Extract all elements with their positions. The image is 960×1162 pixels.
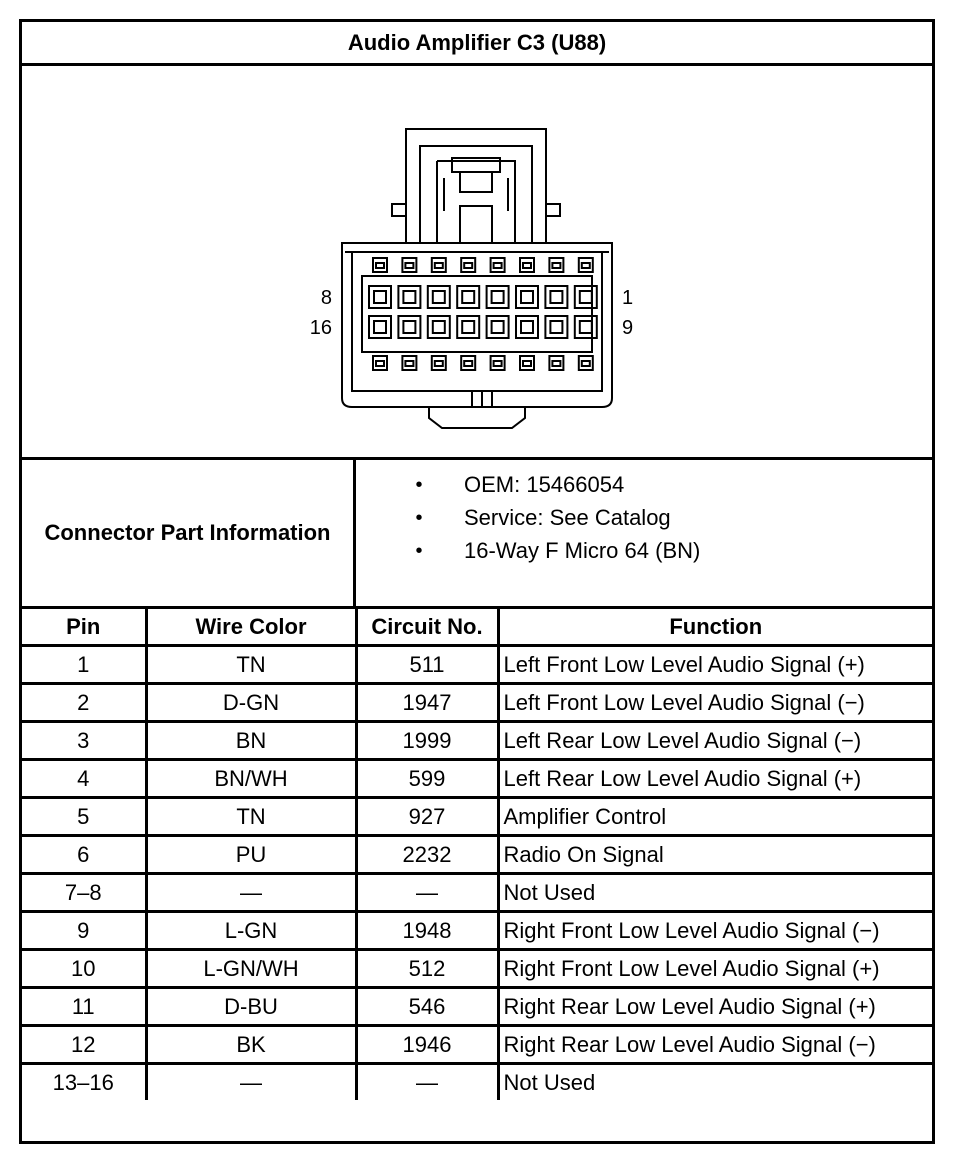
terminal-cavity-inner <box>462 291 474 303</box>
top-lock-window-inner <box>435 263 443 268</box>
terminal-cavity <box>575 286 597 308</box>
terminal-cavity-inner <box>580 291 592 303</box>
top-lock-window-inner <box>494 263 502 268</box>
terminal-cavity-inner <box>492 321 504 333</box>
terminal-cavity-inner <box>550 291 562 303</box>
pin-table <box>22 609 932 1100</box>
top-lock-window-inner <box>582 263 590 268</box>
bottom-lock-window-inner <box>464 361 472 366</box>
cell-function: Not Used <box>498 1064 932 1101</box>
cell-function: Left Front Low Level Audio Signal (+) <box>498 646 932 684</box>
table-row <box>22 646 932 684</box>
cell-wire-color: D-GN <box>146 684 356 722</box>
part-info-service: Service: See Catalog <box>464 505 671 530</box>
table-header-row <box>22 609 932 646</box>
cell-pin: 7–8 <box>22 874 146 912</box>
terminal-cavity-inner <box>374 321 386 333</box>
cell-function: Left Rear Low Level Audio Signal (−) <box>498 722 932 760</box>
terminal-cavity <box>545 316 567 338</box>
connector-drawing <box>22 66 932 460</box>
cell-pin: 1 <box>22 646 146 684</box>
cell-pin: 10 <box>22 950 146 988</box>
connector-part-info <box>22 460 932 609</box>
cell-pin: 6 <box>22 836 146 874</box>
cell-wire-color: BK <box>146 1026 356 1064</box>
cell-function: Amplifier Control <box>498 798 932 836</box>
cell-function: Left Rear Low Level Audio Signal (+) <box>498 760 932 798</box>
table-row <box>22 1026 932 1064</box>
table-row <box>22 798 932 836</box>
bottom-lock-window-inner <box>405 361 413 366</box>
bullet-icon: • <box>415 539 423 562</box>
terminal-cavity <box>369 316 391 338</box>
cell-function: Not Used <box>498 874 932 912</box>
cell-function: Radio On Signal <box>498 836 932 874</box>
top-lock-window-inner <box>552 263 560 268</box>
part-info-list <box>356 460 932 606</box>
terminal-cavity <box>369 286 391 308</box>
cell-pin: 5 <box>22 798 146 836</box>
terminal-cavity-inner <box>550 321 562 333</box>
cell-wire-color: BN <box>146 722 356 760</box>
terminal-cavity-inner <box>374 291 386 303</box>
table-row <box>22 1064 932 1101</box>
part-info-description: 16-Way F Micro 64 (BN) <box>464 538 701 563</box>
bottom-lock-window-inner <box>435 361 443 366</box>
terminal-cavity <box>487 316 509 338</box>
cell-function: Right Rear Low Level Audio Signal (+) <box>498 988 932 1026</box>
cell-pin: 4 <box>22 760 146 798</box>
part-info-label: Connector Part Information <box>22 460 356 606</box>
connector-sheet <box>19 19 935 1144</box>
terminal-cavity <box>487 286 509 308</box>
cell-pin: 11 <box>22 988 146 1026</box>
cell-wire-color: D-BU <box>146 988 356 1026</box>
terminal-cavity <box>398 316 420 338</box>
cell-circuit-no: 599 <box>356 760 498 798</box>
cell-pin: 2 <box>22 684 146 722</box>
header-circuit-no: Circuit No. <box>356 609 498 646</box>
terminal-cavity <box>575 316 597 338</box>
top-lock-window-inner <box>523 263 531 268</box>
terminal-cavity <box>398 286 420 308</box>
terminal-cavity <box>428 286 450 308</box>
cell-function: Left Front Low Level Audio Signal (−) <box>498 684 932 722</box>
cell-circuit-no: — <box>356 874 498 912</box>
terminal-cavity-inner <box>492 291 504 303</box>
terminal-cavity <box>428 316 450 338</box>
header-pin: Pin <box>22 609 146 646</box>
terminal-cavity <box>545 286 567 308</box>
pin-label-9: 9 <box>622 317 634 339</box>
terminal-cavity-inner <box>433 321 445 333</box>
cell-circuit-no: 512 <box>356 950 498 988</box>
top-lock-window-inner <box>405 263 413 268</box>
bottom-lock-window-inner <box>552 361 560 366</box>
cell-pin: 13–16 <box>22 1064 146 1101</box>
cell-circuit-no: 1999 <box>356 722 498 760</box>
cell-wire-color: PU <box>146 836 356 874</box>
table-row <box>22 912 932 950</box>
table-row <box>22 988 932 1026</box>
page-title: Audio Amplifier C3 (U88) <box>22 22 932 66</box>
top-lock-window-inner <box>464 263 472 268</box>
cell-circuit-no: 1946 <box>356 1026 498 1064</box>
cell-wire-color: L-GN <box>146 912 356 950</box>
cell-circuit-no: — <box>356 1064 498 1101</box>
bottom-lock-window-inner <box>523 361 531 366</box>
cell-wire-color: TN <box>146 646 356 684</box>
terminal-cavity-inner <box>580 321 592 333</box>
connector-face-svg <box>22 66 932 457</box>
cell-function: Right Front Low Level Audio Signal (+) <box>498 950 932 988</box>
table-row <box>22 836 932 874</box>
top-lock-window-inner <box>376 263 384 268</box>
table-row <box>22 874 932 912</box>
pin-label-16: 16 <box>309 317 332 339</box>
table-row <box>22 722 932 760</box>
terminal-cavity <box>457 286 479 308</box>
terminal-cavity-inner <box>403 321 415 333</box>
bottom-lock-window-inner <box>376 361 384 366</box>
table-row <box>22 950 932 988</box>
cell-circuit-no: 1947 <box>356 684 498 722</box>
header-function: Function <box>498 609 932 646</box>
cell-function: Right Rear Low Level Audio Signal (−) <box>498 1026 932 1064</box>
cell-function: Right Front Low Level Audio Signal (−) <box>498 912 932 950</box>
cell-wire-color: TN <box>146 798 356 836</box>
bottom-lock-window-inner <box>582 361 590 366</box>
terminal-cavity <box>516 286 538 308</box>
cell-circuit-no: 927 <box>356 798 498 836</box>
part-info-oem: OEM: 15466054 <box>464 472 625 497</box>
table-row <box>22 684 932 722</box>
terminal-cavity <box>516 316 538 338</box>
cell-wire-color: BN/WH <box>146 760 356 798</box>
bullet-icon: • <box>415 473 423 496</box>
cell-circuit-no: 2232 <box>356 836 498 874</box>
terminal-cavity <box>457 316 479 338</box>
cell-circuit-no: 1948 <box>356 912 498 950</box>
header-wire-color: Wire Color <box>146 609 356 646</box>
terminal-cavity-inner <box>433 291 445 303</box>
pin-label-1: 1 <box>622 287 634 309</box>
cell-wire-color: — <box>146 874 356 912</box>
terminal-cavity-inner <box>521 291 533 303</box>
cell-wire-color: — <box>146 1064 356 1101</box>
cell-pin: 9 <box>22 912 146 950</box>
cell-wire-color: L-GN/WH <box>146 950 356 988</box>
bottom-lock-window-inner <box>494 361 502 366</box>
cell-circuit-no: 546 <box>356 988 498 1026</box>
cell-pin: 3 <box>22 722 146 760</box>
terminal-cavity-inner <box>521 321 533 333</box>
terminal-cavity-inner <box>462 321 474 333</box>
cell-pin: 12 <box>22 1026 146 1064</box>
bullet-icon: • <box>415 506 423 529</box>
cell-circuit-no: 511 <box>356 646 498 684</box>
table-row <box>22 760 932 798</box>
terminal-cavity-inner <box>403 291 415 303</box>
pin-label-8: 8 <box>320 287 332 309</box>
